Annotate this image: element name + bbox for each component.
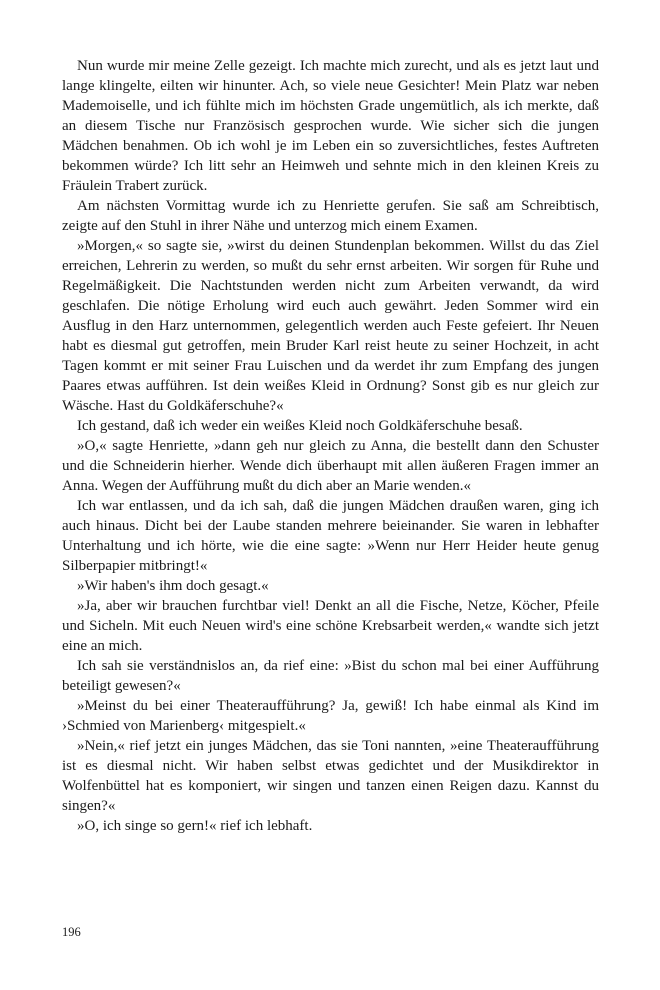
- body-paragraph: »Meinst du bei einer Theateraufführung? Ja, gewiß! Ich habe einmal als Kind im ›Schmied von Marienberg‹ mitgespielt.«: [62, 698, 599, 734]
- body-text: [62, 56, 599, 836]
- page-number: 196: [62, 925, 81, 939]
- body-paragraph: »O,« sagte Henriette, »dann geh nur gleich zu Anna, die bestellt dann den Schuster und die Schneiderin hierher. Wende dich überhaupt mit allen äußeren Fragen immer an Anna. Wegen der Aufführung mußt du dich aber an Marie wenden.«: [62, 438, 599, 494]
- body-paragraph: »Wir haben's ihm doch gesagt.«: [77, 578, 269, 594]
- body-paragraph: »Nein,« rief jetzt ein junges Mädchen, das sie Toni nannten, »eine Theateraufführung ist es diesmal nicht. Wir haben selbst etwas gedichtet und der Musikdirektor in Wolfenbüttel hat es komponiert, wir singen und tanzen einen Reigen dazu. Kannst du singen?«: [62, 738, 599, 814]
- body-paragraph: »Morgen,« so sagte sie, »wirst du deinen Stundenplan bekommen. Willst du das Ziel erreichen, Lehrerin zu werden, so mußt du sehr ernst arbeiten. Wir sorgen für Ruhe und Regelmäßigkeit. Die Nachtstunden werden nicht zum Arbeiten verwandt, da wird geschlafen. Die nötige Erholung wird euch auch gewährt. Jeden Sommer wird ein Ausflug in den Harz unternommen, gelegentlich werden auch Feste gefeiert. Ihr Neuen habt es diesmal gut getroffen, mein Bruder Karl reist heute zu seiner Hochzeit, in acht Tagen kommt er mit seiner Frau Luischen und da werdet ihr zum Empfang des jungen Paares etwas aufführen. Ist dein weißes Kleid in Ordnung? Sonst gib es nur gleich zur Wäsche. Hast du Goldkäferschuhe?«: [62, 238, 599, 414]
- body-paragraph: Nun wurde mir meine Zelle gezeigt. Ich machte mich zurecht, und als es jetzt laut und lange klingelte, eilten wir hinunter. Ach, so viele neue Gesichter! Mein Platz war neben Mademoiselle, und ich fühlte mich im höchsten Grade ungemütlich, als ich merkte, daß an diesem Tische nur Französisch gesprochen wurde. Wie sicher sich die jungen Mädchen benahmen. Ob ich wohl je im Leben ein so zuversichtliches, festes Auftreten bekommen würde? Ich litt sehr an Heimweh und sehnte mich in den kleinen Kreis zu Fräulein Trabert zurück.: [62, 58, 599, 194]
- body-paragraph: Ich war entlassen, und da ich sah, daß die jungen Mädchen draußen waren, ging ich auch hinaus. Dicht bei der Laube standen mehrere beieinander. Sie waren in lebhafter Unterhaltung und ich hörte, wie die eine sagte: »Wenn nur Herr Heider heute genug Silberpapier mitbringt!«: [62, 498, 599, 574]
- body-paragraph: »O, ich singe so gern!« rief ich lebhaft.: [77, 818, 313, 834]
- body-paragraph: Ich sah sie verständnislos an, da rief eine: »Bist du schon mal bei einer Aufführung beteiligt gewesen?«: [62, 658, 599, 694]
- body-paragraph: Ich gestand, daß ich weder ein weißes Kleid noch Goldkäferschuhe besaß.: [77, 418, 523, 434]
- body-paragraph: Am nächsten Vormittag wurde ich zu Henriette gerufen. Sie saß am Schreibtisch, zeigte auf den Stuhl in ihrer Nähe und unterzog mich einem Examen.: [62, 198, 599, 234]
- body-paragraph: »Ja, aber wir brauchen furchtbar viel! Denkt an all die Fische, Netze, Köcher, Pfeile und Sicheln. Mit euch Neuen wird's eine schöne Krebsarbeit werden,« wandte sich jetzt eine an mich.: [62, 598, 599, 654]
